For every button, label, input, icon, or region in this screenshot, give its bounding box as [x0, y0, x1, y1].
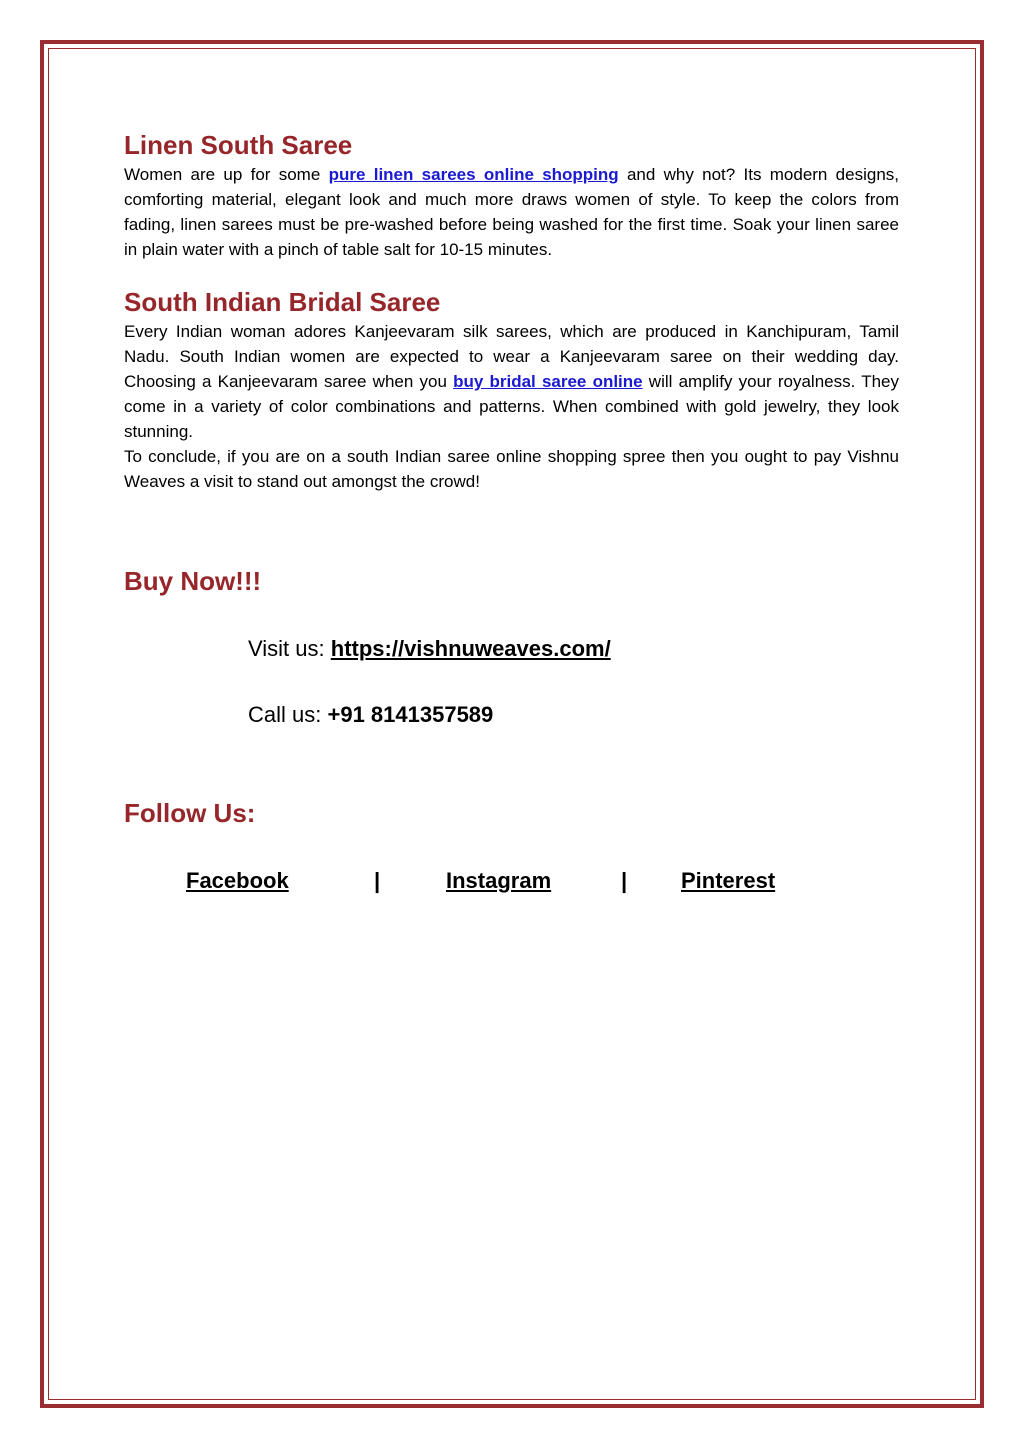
- linen-text-before: Women are up for some: [124, 165, 329, 184]
- social-links: [124, 868, 899, 902]
- social-separator: |: [621, 868, 628, 893]
- buy-bridal-saree-link[interactable]: buy bridal saree online: [453, 372, 643, 391]
- instagram-link[interactable]: Instagram: [446, 868, 552, 893]
- linen-text-after: and why not? Its modern designs, comforting material, elegant look and much more draws women of style. To keep the colors from fading, linen sarees must be pre-washed before being washed for the first time. Soak your linen saree in plain water with a pinch of table salt for 10-15 minutes.: [124, 165, 899, 259]
- social-separator: |: [374, 868, 381, 893]
- pinterest-link[interactable]: Pinterest: [681, 868, 776, 893]
- phone-number: +91 8141357589: [327, 702, 494, 727]
- heading-follow-us: Follow Us:: [124, 798, 256, 828]
- heading-buy-now: Buy Now!!!: [124, 566, 262, 596]
- call-us-line: [124, 700, 899, 730]
- paragraph-conclusion: To conclude, if you are on a south Indian saree online shopping spree then you ought to pay Vishnu Weaves a visit to stand out amongst the crowd!: [124, 447, 899, 491]
- heading-south-indian-bridal-saree: South Indian Bridal Saree: [124, 287, 441, 317]
- visit-us-line: [124, 634, 899, 664]
- paragraph-bridal: [124, 319, 899, 444]
- pure-linen-sarees-link[interactable]: pure linen sarees online shopping: [328, 165, 619, 184]
- visit-us-label: Visit us:: [248, 636, 331, 661]
- bridal-text-before: Every Indian woman adores Kanjeevaram silk sarees, which are produced in Kanchipuram, Tamil Nadu. South Indian women are expected to wear a Kanjeevaram saree on their wedding day. Choosing a Kanjeevaram saree when you: [124, 322, 899, 391]
- paragraph-linen: [124, 162, 899, 262]
- heading-linen-south-saree: Linen South Saree: [124, 130, 353, 160]
- document-content: [124, 118, 899, 902]
- facebook-link[interactable]: Facebook: [186, 868, 289, 893]
- website-link[interactable]: https://vishnuweaves.com/: [330, 636, 611, 661]
- bridal-text-after: will amplify your royalness. They come in a variety of color combinations and patterns. When combined with gold jewelry, they look stunning.: [124, 372, 899, 441]
- call-us-label: Call us:: [248, 702, 328, 727]
